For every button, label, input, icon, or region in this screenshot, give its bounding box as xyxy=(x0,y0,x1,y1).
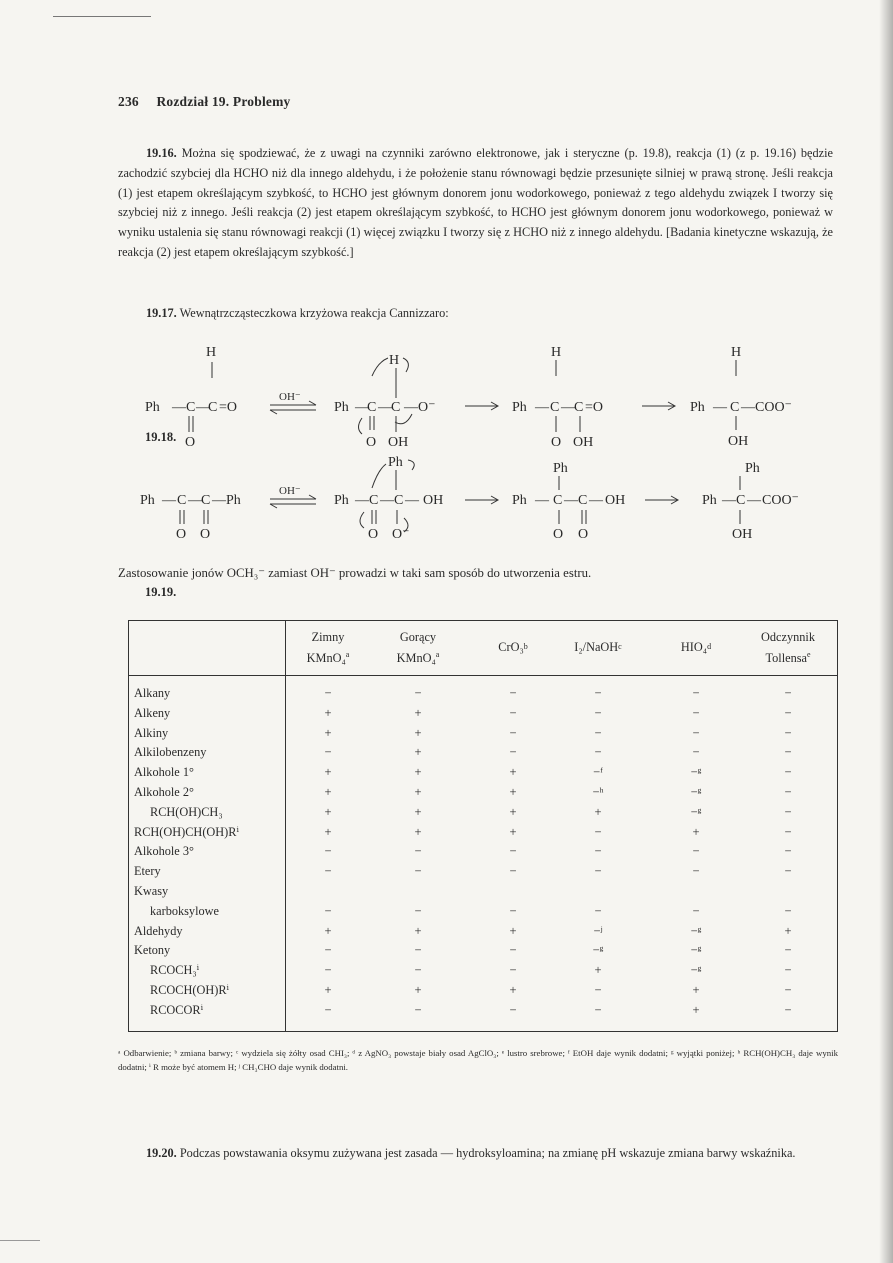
table-cell: −ᵍ xyxy=(690,923,702,938)
table-row-label: RCOCORⁱ xyxy=(150,1002,204,1017)
table-cell: −ʲ xyxy=(593,923,603,938)
atom-label: C xyxy=(574,400,584,415)
atom-label: O xyxy=(366,435,377,446)
table-cell: − xyxy=(784,765,792,780)
table-cell: − xyxy=(509,725,517,740)
problem-number: 19.16. xyxy=(146,146,177,160)
svg-text:—: — xyxy=(212,493,226,508)
table-cell: − xyxy=(594,864,602,879)
reagent-label: OH⁻ xyxy=(279,391,301,403)
atom-label: Ph xyxy=(745,461,760,476)
atom-label: C xyxy=(201,493,211,508)
table-cell: − xyxy=(692,745,700,760)
problem-text: Wewnątrzcząsteczkowa krzyżowa reakcja Cannizzaro: xyxy=(179,306,449,320)
column-header xyxy=(368,628,468,667)
atom-label: H xyxy=(206,345,217,360)
table-cell: −ᶠ xyxy=(593,765,603,780)
table-cell: + xyxy=(414,765,422,780)
table-cell: − xyxy=(324,844,332,859)
table-row-label: Alkohole 3° xyxy=(134,844,194,859)
problem-text: Można się spodziewać, że z uwagi na czynniki zarówno elektronowe, jak i steryczne (p. 19.8), reakcja (1) (z p. 19.16) będzie zachodzić szybciej dla HCHO niż dla innego aldehydu, i że położenie stanu równowagi będzie przesunięte silniej w prawą stronę. Jeśli reakcja (1) jest etapem określającym szybkość, to HCHO jest głównym donorem jonu wodorkowego, ponieważ z tego aldehydu związek I tworzy się szybciej niż z innego. Jeśli reakcja (2) jest etapem określającym szybkość, to HCHO jest głównym donorem jonu wodorkowego, ponieważ w wyniku ustalenia się stanu równowagi reakcji (1) więcej związku I tworzy się z HCHO niż z innego aldehydu. [Badania kinetyczne wskazują, że reakcja (2) jest etapem określającym szybkość.] xyxy=(118,146,833,259)
atom-label: C xyxy=(391,400,401,415)
table-cell: − xyxy=(509,844,517,859)
atom-label: C xyxy=(736,493,746,508)
running-header xyxy=(118,94,291,110)
column-header-line2: KMnO₄$^a$ xyxy=(396,650,440,666)
atom-label: Ph xyxy=(512,493,527,508)
table-cell: − xyxy=(324,943,332,958)
table-cell: − xyxy=(692,844,700,859)
column-header-line1: Odczynnik xyxy=(761,630,815,644)
table-rule-left xyxy=(128,620,129,1032)
table-cell: − xyxy=(784,725,792,740)
table-cell: − xyxy=(324,745,332,760)
table-cell: + xyxy=(414,705,422,720)
table-cell: + xyxy=(509,923,517,938)
table-rule-column xyxy=(285,620,286,1032)
table-cell: − xyxy=(784,824,792,839)
table-cell: + xyxy=(414,745,422,760)
atom-label: OH xyxy=(728,434,749,446)
table-cell: − xyxy=(784,943,792,958)
atom-label: O xyxy=(368,527,379,542)
atom-label: Ph xyxy=(702,493,717,508)
reaction-scheme-2 xyxy=(0,456,893,546)
table-cell: − xyxy=(509,686,517,700)
svg-text:—: — xyxy=(404,400,418,415)
atom-label: O xyxy=(176,527,187,542)
svg-text:—: — xyxy=(380,493,394,508)
table-cell: − xyxy=(324,903,332,918)
ester-note: Zastosowanie jonów OCH₃⁻ zamiast OH⁻ prowadzi w taki sam sposób do utworzenia estru. xyxy=(118,566,592,580)
table-row-label: RCH(OH)CH(OH)Rⁱ xyxy=(134,824,239,839)
table-cell: − xyxy=(594,725,602,740)
table-cell: − xyxy=(784,844,792,859)
svg-text:—: — xyxy=(162,493,176,508)
problem-number-19-19: 19.19. xyxy=(145,585,177,599)
atom-label: =O xyxy=(585,400,604,415)
reaction-scheme-1 xyxy=(0,336,893,446)
table-cell: − xyxy=(594,745,602,760)
table-cell: − xyxy=(594,983,602,997)
column-header-line2: Tollensa$^e$ xyxy=(765,650,811,666)
svg-text:—: — xyxy=(713,400,727,415)
column-header xyxy=(738,628,838,667)
problem-19-16 xyxy=(118,144,833,263)
table-cell: + xyxy=(784,923,792,938)
column-header xyxy=(278,628,378,667)
table-cell: − xyxy=(692,686,700,700)
atom-label: Ph xyxy=(553,461,568,476)
column-header-line1: Zimny xyxy=(311,630,345,644)
atom-label: C xyxy=(367,400,377,415)
table-cell: − xyxy=(509,705,517,720)
table-cell: + xyxy=(414,785,422,799)
table-cell: − xyxy=(324,963,332,978)
atom-label: COO⁻ xyxy=(755,400,792,415)
atom-label: O xyxy=(553,527,564,542)
table-cell: −ᵍ xyxy=(690,943,702,958)
scan-edge-shadow xyxy=(879,0,893,1263)
table-cell: − xyxy=(784,705,792,720)
table-cell: + xyxy=(414,804,422,819)
table-cell: − xyxy=(784,686,792,700)
atom-label: O xyxy=(578,527,589,542)
table-cell: − xyxy=(414,686,422,700)
table-cell: − xyxy=(784,1002,792,1017)
table-rule-right xyxy=(837,620,838,1032)
table-row-label: Etery xyxy=(134,864,161,879)
reagent-label: OH⁻ xyxy=(279,485,301,497)
atom-label: C xyxy=(369,493,379,508)
table-cell: − xyxy=(414,943,422,958)
table-cell: − xyxy=(594,1002,602,1017)
table-cell: − xyxy=(414,963,422,978)
svg-text:—: — xyxy=(561,400,575,415)
atom-label: Ph xyxy=(388,456,403,470)
table-cell: + xyxy=(324,765,332,780)
top-rule xyxy=(53,16,151,17)
atom-label: Ph xyxy=(226,493,241,508)
atom-label: Ph xyxy=(334,400,349,415)
atom-label: O⁻ xyxy=(392,527,410,542)
table-cell: − xyxy=(509,903,517,918)
svg-text:—: — xyxy=(589,493,603,508)
table-cell: + xyxy=(324,923,332,938)
table-footnotes: ᵃ Odbarwienie; ᵇ zmiana barwy; ᶜ wydziela się żółty osad CHI₃; ᵈ z AgNO₃ powstaje biały osad AgClO₃; ᵉ lustro srebrowe; ᶠ EtOH daje wynik dodatni; ᵍ wyjątki poniżej; ʰ RCH(OH)CH₃ daje wynik dodatni; ⁱ R może być atomem H; ʲ CH₃CHO daje wynik dodatni. xyxy=(118,1048,838,1072)
table-cell: + xyxy=(324,804,332,819)
table-cell: −ᵍ xyxy=(690,765,702,780)
table-cell: − xyxy=(594,686,602,700)
table-cell: − xyxy=(784,785,792,799)
column-header-line1: HIO₄ xyxy=(680,640,708,654)
problem-number: 19.17. xyxy=(146,306,177,320)
table-cell: − xyxy=(784,864,792,879)
table-cell: + xyxy=(414,824,422,839)
table-cell: − xyxy=(692,903,700,918)
atom-label: C xyxy=(550,400,560,415)
column-header: HIO₄ d xyxy=(680,640,712,654)
atom-label: Ph xyxy=(690,400,705,415)
table-row-label: Alkeny xyxy=(134,705,171,720)
table-cell: + xyxy=(509,824,517,839)
table-row-label: RCOCH(OH)Rⁱ xyxy=(150,983,229,997)
table-cell: + xyxy=(594,963,602,978)
atom-label: C xyxy=(394,493,404,508)
svg-text:—: — xyxy=(378,400,392,415)
svg-text:—: — xyxy=(188,493,202,508)
column-header-line1: CrO₃ xyxy=(498,640,524,654)
atom-label: OH xyxy=(732,527,753,542)
table-cell: −ᵍ xyxy=(690,963,702,978)
column-header-line1: I₂/NaOH xyxy=(574,640,619,654)
problem-number: 19.20. xyxy=(146,1146,177,1160)
table-cell: − xyxy=(414,903,422,918)
svg-text:—: — xyxy=(196,400,210,415)
problem-19-17 xyxy=(118,304,833,324)
table-cell: − xyxy=(784,963,792,978)
table-cell: − xyxy=(784,903,792,918)
reagent-table xyxy=(128,620,838,1032)
table-cell: − xyxy=(784,804,792,819)
atom-label: OH xyxy=(388,435,409,446)
table-cell: − xyxy=(692,705,700,720)
column-header-line2: KMnO₄$^a$ xyxy=(306,650,350,666)
bottom-rule xyxy=(0,1240,40,1241)
svg-text:—: — xyxy=(172,400,186,415)
atom-label: O⁻ xyxy=(418,400,436,415)
table-cell: − xyxy=(414,844,422,859)
table-row-label: Kwasy xyxy=(134,884,169,898)
problem-number-19-18: 19.18. xyxy=(145,430,177,444)
table-cell: + xyxy=(509,765,517,780)
problem-text: Podczas powstawania oksymu zużywana jest zasada — hydroksyloamina; na zmianę pH wskazuje zmiana barwy wskaźnika. xyxy=(179,1146,796,1160)
svg-text:—: — xyxy=(355,493,369,508)
chapter-title: Rozdział 19. Problemy xyxy=(156,94,291,109)
atom-label: OH xyxy=(573,435,594,446)
table-cell: + xyxy=(414,983,422,997)
table-cell: − xyxy=(414,864,422,879)
table-cell: − xyxy=(594,705,602,720)
table-row-label: Alkohole 1° xyxy=(134,765,194,780)
table-cell: −ʰ xyxy=(592,785,604,799)
svg-text:—: — xyxy=(564,493,578,508)
table-cell: − xyxy=(324,686,332,700)
svg-text:—: — xyxy=(535,493,549,508)
table-row-label: Alkilobenzeny xyxy=(134,745,207,760)
atom-label: Ph xyxy=(145,400,160,415)
page-number: 236 xyxy=(118,94,139,109)
atom-label: O xyxy=(551,435,562,446)
table-cell: + xyxy=(692,983,700,997)
table-cell: −ᵍ xyxy=(690,804,702,819)
column-header: I₂/NaOH c xyxy=(574,640,622,654)
table-cell: − xyxy=(414,1002,422,1017)
atom-label: H xyxy=(551,345,562,360)
table-cell: − xyxy=(509,963,517,978)
table-cell: + xyxy=(324,824,332,839)
svg-text:—: — xyxy=(355,400,369,415)
atom-label: =O xyxy=(219,400,238,415)
table-cell: − xyxy=(324,864,332,879)
table-cell: − xyxy=(509,745,517,760)
table-row-label: RCOCH₃ⁱ xyxy=(150,963,200,978)
table-cell: + xyxy=(324,785,332,799)
svg-text:—: — xyxy=(722,493,736,508)
atom-label: O xyxy=(200,527,211,542)
atom-label: C xyxy=(186,400,196,415)
table-cell: + xyxy=(414,725,422,740)
table-cell: − xyxy=(509,1002,517,1017)
table-cell: − xyxy=(324,1002,332,1017)
table-row-label: Alkany xyxy=(134,686,171,700)
atom-label: H xyxy=(731,345,742,360)
table-cell: + xyxy=(324,983,332,997)
table-cell: + xyxy=(692,1002,700,1017)
table-cell: + xyxy=(594,804,602,819)
column-header-line1: Gorący xyxy=(399,630,437,644)
atom-label: H xyxy=(389,353,400,368)
atom-label: Ph xyxy=(334,493,349,508)
table-cell: − xyxy=(692,864,700,879)
atom-label: C xyxy=(208,400,218,415)
svg-text:—: — xyxy=(405,493,419,508)
table-cell: + xyxy=(509,983,517,997)
table-row-label: Aldehydy xyxy=(134,923,183,938)
atom-label: Ph xyxy=(512,400,527,415)
table-cell: + xyxy=(692,824,700,839)
table-cell: − xyxy=(692,725,700,740)
svg-text:—: — xyxy=(747,493,761,508)
table-row-label: Alkohole 2° xyxy=(134,785,194,799)
table-rule-top xyxy=(128,620,838,621)
table-cell: − xyxy=(594,903,602,918)
table-cell: −ᵍ xyxy=(592,943,604,958)
atom-label: C xyxy=(730,400,740,415)
table-cell: + xyxy=(414,923,422,938)
atom-label: OH xyxy=(423,493,444,508)
problem-19-20 xyxy=(118,1144,833,1164)
table-cell: − xyxy=(784,983,792,997)
table-cell: + xyxy=(324,705,332,720)
table-cell: − xyxy=(784,745,792,760)
atom-label: OH xyxy=(605,493,626,508)
table-row-label: karboksylowe xyxy=(150,903,219,918)
table-cell: − xyxy=(509,943,517,958)
atom-label: COO⁻ xyxy=(762,493,799,508)
table-row-label: Ketony xyxy=(134,943,171,958)
table-rule-bottom xyxy=(128,1031,838,1032)
atom-label: C xyxy=(177,493,187,508)
table-cell: − xyxy=(594,844,602,859)
table-cell: + xyxy=(509,804,517,819)
atom-label: C xyxy=(553,493,563,508)
column-header: CrO₃ b xyxy=(498,640,528,654)
table-cell: − xyxy=(594,824,602,839)
table-cell: + xyxy=(509,785,517,799)
svg-text:—: — xyxy=(535,400,549,415)
table-cell: −ᵍ xyxy=(690,785,702,799)
table-row-label: RCH(OH)CH₃ xyxy=(150,804,223,819)
table-row-label: Alkiny xyxy=(134,725,169,740)
table-rule-header xyxy=(128,675,838,676)
atom-label: Ph xyxy=(140,493,155,508)
table-cell: − xyxy=(509,864,517,879)
table-cell: + xyxy=(324,725,332,740)
svg-text:—: — xyxy=(741,400,755,415)
atom-label: O xyxy=(185,435,196,446)
atom-label: C xyxy=(578,493,588,508)
